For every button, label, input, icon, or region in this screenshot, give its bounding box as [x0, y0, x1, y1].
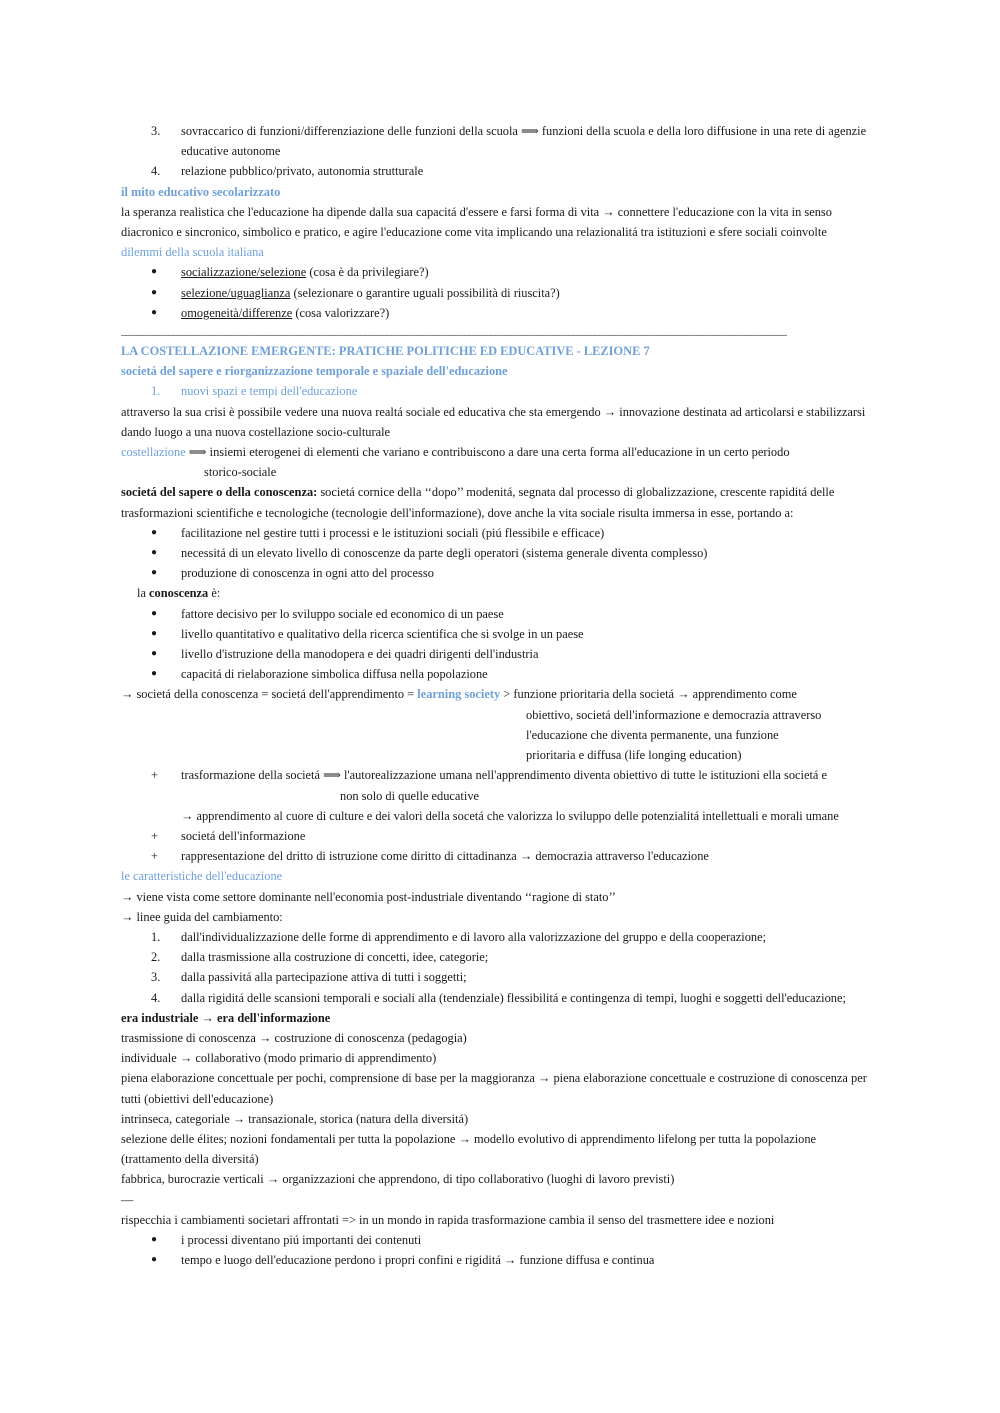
list-item [121, 967, 871, 987]
list-item [121, 846, 871, 866]
costellazione-text: ⟹ insiemi eterogenei di elementi che variano e contribuiscono a dare una certa forma all'educazione in un certo periodo [185, 445, 790, 460]
dilemma-term: omogeneità/differenze [181, 305, 293, 320]
list-item-text: dalla rigiditá delle scansioni temporali e sociali alla (tendenziale) flessibilitá e contingenza di tempi, luoghi e soggetti dell'educazione; [181, 990, 846, 1005]
dilemma-text: (cosa valorizzare?) [292, 305, 390, 320]
closing-line: rispecchia i cambiamenti societari affrontati => in un mondo in rapida trasformazione cambia il senso del trasmettere idee e nozioni [121, 1212, 775, 1227]
list-item [121, 1230, 871, 1250]
era-line: intrinseca, categoriale → transazionale, storica (natura della diversitá) [121, 1111, 469, 1126]
learning-continuation [121, 705, 871, 766]
plus-marker: + [151, 768, 158, 783]
bullet-icon: ● [151, 668, 158, 680]
list-item-text: sovraccarico di funzioni/differenziazione delle funzioni della scuola ⟹ funzioni della scuola e della loro diffusione in una rete di agenzie educative autonome [181, 124, 867, 159]
list-item [121, 283, 871, 303]
societa-term: societá del sapere o della conoscenza: [121, 485, 318, 500]
list-item-text: trasformazione della societá ⟹ l'autorealizzazione umana nell'apprendimento diventa obiettivo di tutte le istituzioni ella societá e [181, 768, 827, 783]
list-item [121, 381, 871, 401]
dilemma-text: (cosa è da privilegiare?) [306, 265, 429, 280]
conoscenza-term: conoscenza [149, 586, 209, 601]
list-item [121, 826, 871, 846]
bullet-icon: ● [151, 648, 158, 660]
list-number: 1. [151, 929, 161, 944]
list-item [121, 303, 871, 323]
era-line: fabbrica, burocrazie verticali → organizzazioni che apprendono, di tipo collaborativo (luoghi di lavoro previsti) [121, 1172, 675, 1187]
list-item-continuation: non solo di quelle educative [340, 788, 480, 803]
list-item-text: relazione pubblico/privato, autonomia strutturale [181, 164, 424, 179]
learning-cont-line: obiettivo, societá dell'informazione e democrazia attraverso [526, 707, 822, 722]
dilemma-text: (selezionare o garantire uguali possibilità di riuscita?) [290, 285, 560, 300]
list-number: 4. [151, 990, 161, 1005]
list-item-text: dall'individualizzazione delle forme di apprendimento e di lavoro alla valorizzazione del gruppo e della cooperazione; [181, 929, 767, 944]
list-item [121, 765, 871, 785]
list-item-text: fattore decisivo per lo sviluppo sociale ed economico di un paese [181, 606, 504, 621]
list-item-text: dalla passivitá alla partecipazione attiva di tutti i soggetti; [181, 970, 467, 985]
bullet-icon: ● [151, 1233, 158, 1245]
era-line: trasmissione di conoscenza → costruzione di conoscenza (pedagogia) [121, 1030, 467, 1045]
list-item-text: produzione di conoscenza in ogni atto del processo [181, 566, 434, 581]
societa-text: societá cornice della ‘‘dopo’’ modenitá, segnata dal processo di globalizzazione, crescente rapiditá delle trasformazioni scientifiche e tecnologiche (tecnologie dell'informazione), dove anche la vita sociale risulta immersa in esse, portando a: [121, 485, 835, 520]
list-item-text: capacitá di rielaborazione simbolica diffusa nella popolazione [181, 667, 488, 682]
costellazione-term: costellazione [121, 445, 186, 460]
learning-post: > funzione prioritaria della societá → apprendimento come [500, 687, 797, 702]
list-item [121, 604, 871, 624]
list-item [121, 927, 871, 947]
list-number: 3. [151, 970, 161, 985]
list-item [121, 947, 871, 967]
lesson-title: LA COSTELLAZIONE EMERGENTE: PRATICHE POLITICHE ED EDUCATIVE - LEZIONE 7 [121, 344, 650, 359]
section-heading-dilemmi: dilemmi della scuola italiana [121, 245, 264, 260]
list-number: 1. [151, 384, 161, 399]
bullet-icon: ● [151, 266, 158, 278]
document-content [121, 121, 871, 1270]
learning-pre: → societá della conoscenza = societá dell'apprendimento = [121, 687, 418, 702]
list-number: 3. [151, 124, 161, 138]
dilemma-term: selezione/uguaglianza [181, 285, 291, 300]
caratteristiche-line: → viene vista come settore dominante nell'economia post-industriale diventando ‘‘ragione di stato’’ [121, 889, 616, 904]
lesson-subtitle: societá del sapere e riorganizzazione temporale e spaziale dell'educazione [121, 364, 508, 379]
list-item [121, 1250, 871, 1270]
learning-society-line [121, 684, 871, 704]
list-item [121, 161, 871, 181]
bullet-icon: ● [151, 286, 158, 298]
dash-separator: — [121, 1192, 134, 1207]
era-line: selezione delle élites; nozioni fondamentali per tutta la popolazione → modello evolutivo di apprendimento lifelong per tutta la popolazione (trattamento della diversitá) [121, 1131, 817, 1167]
conoscenza-pre: la [137, 586, 150, 601]
section-heading-caratteristiche: le caratteristiche dell'educazione [121, 869, 283, 884]
section-heading-mito: il mito educativo secolarizzato [121, 184, 281, 199]
list-item-text: i processi diventano piú importanti dei contenuti [181, 1232, 422, 1247]
list-item-text: societá dell'informazione [181, 828, 306, 843]
list-item [121, 543, 871, 563]
learning-society-term: learning society [417, 687, 501, 702]
bullet-icon: ● [151, 1254, 158, 1266]
list-item-text: rappresentazione del dritto di istruzione come diritto di cittadinanza → democrazia attraverso l'educazione [181, 849, 709, 864]
list-item [121, 563, 871, 583]
list-number: 2. [151, 950, 161, 965]
era-line: piena elaborazione concettuale per pochi, comprensione di base per la maggioranza → piena elaborazione concettuale e costruzione di conoscenza per tutti (obiettivi dell'educazione) [121, 1071, 867, 1106]
list-item [121, 523, 871, 543]
costellazione-definition [121, 442, 871, 462]
list-item [121, 262, 871, 282]
paragraph-societa [121, 482, 871, 522]
conoscenza-post: è: [208, 586, 221, 601]
bullet-icon: ● [151, 306, 158, 318]
bullet-icon: ● [151, 567, 158, 579]
list-item [121, 806, 871, 826]
conoscenza-intro [121, 583, 871, 603]
list-item-text: dalla trasmissione alla costruzione di concetti, idee, categorie; [181, 950, 489, 965]
list-item-text: nuovi spazi e tempi dell'educazione [181, 384, 358, 399]
dilemma-term: socializzazione/selezione [181, 265, 307, 280]
caratteristiche-line: → linee guida del cambiamento: [121, 909, 283, 924]
list-number: 4. [151, 164, 161, 179]
bullet-icon: ● [151, 547, 158, 559]
list-item-text: tempo e luogo dell'educazione perdono i propri confini e rigiditá → funzione diffusa e continua [181, 1253, 655, 1268]
paragraph-mito: la speranza realistica che l'educazione ha dipende dalla sua capacitá d'essere e farsi forma di vita → connettere l'educazione con la vita in senso diacronico e sincronico, simbolico e pratico, e agire l'educazione come vita implicando una relazionalitá tra istituzioni e sfere sociali coinvolte [121, 204, 832, 240]
learning-cont-line: l'educazione che diventa permanente, una funzione [526, 727, 779, 742]
list-item [121, 624, 871, 644]
list-item-text: livello d'istruzione della manodopera e dei quadri dirigenti dell'industria [181, 647, 539, 662]
bullet-icon: ● [151, 627, 158, 639]
list-item-text: facilitazione nel gestire tutti i processi e le istituzioni sociali (piú flessibile e efficace) [181, 525, 605, 540]
list-item-text: livello quantitativo e qualitativo della ricerca scientifica che si svolge in un paese [181, 626, 584, 641]
list-item-text: necessitá di un elevato livello di conoscenze da parte degli operatori (sistema generale diventa complesso) [181, 546, 708, 561]
separator-line: ________________________________________________________________________________________________________________________________ [121, 323, 786, 338]
list-item [121, 644, 871, 664]
era-line: individuale → collaborativo (modo primario di apprendimento) [121, 1051, 437, 1066]
learning-cont-line: prioritaria e diffusa (life longing education) [526, 748, 742, 763]
bullet-icon: ● [151, 526, 158, 538]
paragraph-intro: attraverso la sua crisi è possibile vedere una nuova realtá sociale ed educativa che sta emergendo → innovazione destinata ad articolarsi e stabilizzarsi dando luogo a una nuova costellazione socio-culturale [121, 404, 866, 439]
plus-marker: + [151, 828, 158, 843]
list-item [121, 121, 871, 161]
list-item [121, 988, 871, 1008]
costellazione-continuation: storico-sociale [204, 465, 277, 480]
list-item-text: → apprendimento al cuore di culture e dei valori della socetá che valorizza lo sviluppo delle potenzialitá intellettuali e morali umane [181, 808, 839, 823]
plus-marker: + [151, 849, 158, 864]
list-item [121, 664, 871, 684]
bullet-icon: ● [151, 607, 158, 619]
section-heading-era: era industriale → era dell'informazione [121, 1010, 331, 1025]
